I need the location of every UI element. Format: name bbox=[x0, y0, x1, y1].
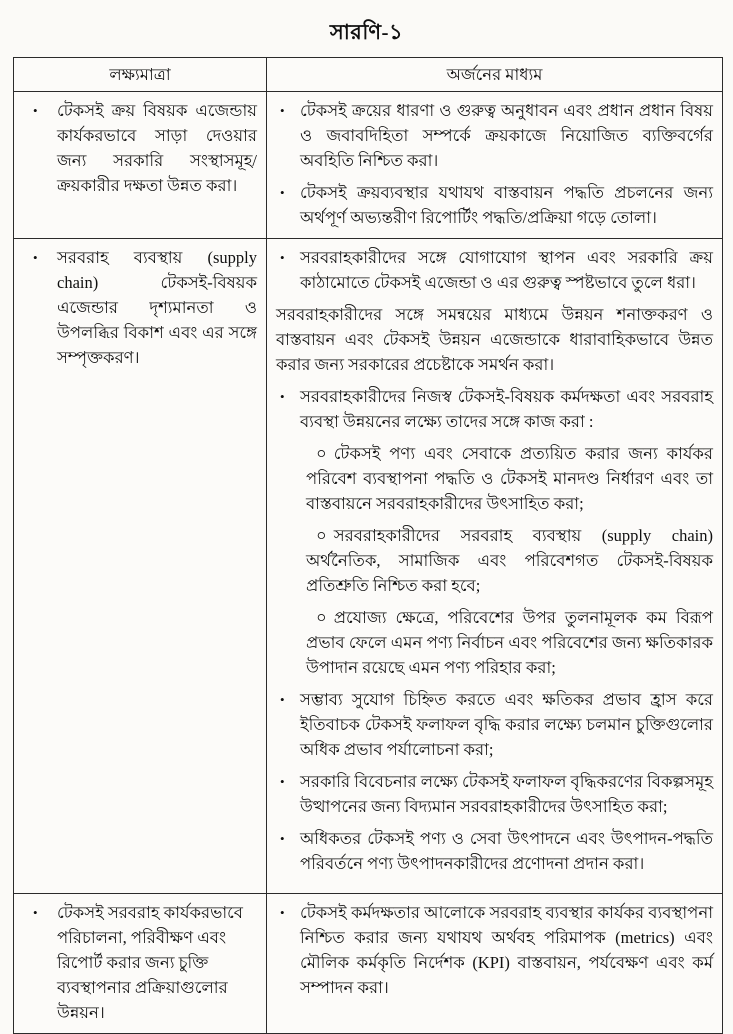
column-header-targets: লক্ষ্যমাত্রা bbox=[14, 58, 267, 92]
bullet-icon: • bbox=[280, 905, 285, 920]
target-text: সরবরাহ ব্যবস্থায় (supply chain) টেকসই-বিষয়ক এজেন্ডার দৃশ্যমানতা ও উপলব্ধির বিকাশ এবং এর সঙ্গে সম্পৃক্তকরণ। bbox=[57, 248, 257, 367]
bullet-icon: • bbox=[280, 774, 285, 789]
sub-bullet-item bbox=[306, 441, 713, 516]
paragraph-item bbox=[276, 302, 713, 377]
means-text: টেকসই ক্রয়ব্যবস্থার যথাযথ বাস্তবায়ন পদ্ধতি প্রচলনের জন্য অর্থপূর্ণ অভ্যন্তরীণ রিপোর্টিং পদ্ধতি/প্রক্রিয়া গড়ে তোলা। bbox=[300, 183, 713, 227]
target-text: টেকসই ক্রয় বিষয়ক এজেন্ডায় কার্যকরভাবে সাড়া দেওয়ার জন্য সরকারি সংস্থাসমূহ/ক্রয়কারীর দক্ষতা উন্নত করা। bbox=[57, 101, 257, 195]
bullet-item bbox=[276, 98, 713, 173]
means-text: সরবরাহকারীদের সরবরাহ ব্যবস্থায় (supply chain) অর্থনৈতিক, সামাজিক এবং পরিবেশগত টেকসই-বিষয়ক প্রতিশ্রুতি নিশ্চিত করা হবে; bbox=[306, 526, 713, 595]
bullet-icon: • bbox=[33, 103, 38, 118]
sub-bullet-icon: ০ bbox=[316, 444, 327, 463]
means-text: সরবরাহকারীদের নিজস্ব টেকসই-বিষয়ক কর্মদক্ষতা এবং সরবরাহ ব্যবস্থা উন্নয়নের লক্ষ্যে তাদের সঙ্গে কাজ করা : bbox=[300, 387, 713, 431]
bullet-icon: • bbox=[280, 389, 285, 404]
table-row bbox=[14, 92, 723, 239]
sub-bullet-item bbox=[306, 605, 713, 680]
target-cell-1 bbox=[14, 92, 267, 239]
means-text: সম্ভাব্য সুযোগ চিহ্নিত করতে এবং ক্ষতিকর প্রভাব হ্রাস করে ইতিবাচক টেকসই ফলাফল বৃদ্ধি করার লক্ষ্যে চলমান চুক্তিগুলোর অধিক প্রভাব পর্যালোচনা করা; bbox=[300, 690, 713, 759]
bullet-item bbox=[23, 98, 257, 198]
bullet-icon: • bbox=[33, 905, 38, 920]
means-cell-2 bbox=[267, 239, 723, 894]
bullet-item bbox=[23, 245, 257, 370]
sub-bullet-item bbox=[306, 523, 713, 598]
table-row bbox=[14, 894, 723, 1034]
bullet-item bbox=[276, 180, 713, 230]
bullet-item bbox=[276, 900, 713, 1000]
target-cell-3 bbox=[14, 894, 267, 1034]
bullet-icon: • bbox=[280, 831, 285, 846]
means-text: টেকসই ক্রয়ের ধারণা ও গুরুত্ব অনুধাবন এবং প্রধান প্রধান বিষয় ও জবাবদিহিতা সম্পর্কে ক্রয়কাজে নিয়োজিত ব্যক্তিবর্গের অবহিতি নিশ্চিত করা। bbox=[300, 101, 713, 170]
bullet-item bbox=[276, 826, 713, 876]
column-header-means: অর্জনের মাধ্যম bbox=[267, 58, 723, 92]
targets-means-table bbox=[13, 57, 723, 1034]
bullet-item bbox=[23, 900, 257, 1025]
means-text: সরকারি বিবেচনার লক্ষ্যে টেকসই ফলাফল বৃদ্ধিকরণের বিকল্পসমূহ উত্থাপনের জন্য বিদ্যমান সরবরাহকারীদের উৎসাহিত করা; bbox=[300, 772, 713, 816]
means-text: টেকসই পণ্য এবং সেবাকে প্রত্যয়িত করার জন্য কার্যকর পরিবেশ ব্যবস্থাপনা পদ্ধতি ও টেকসই মানদণ্ড নির্ধারণ এবং তা বাস্তবায়নে সরবরাহকারীদের উৎসাহিত করা; bbox=[306, 444, 713, 513]
bullet-icon: • bbox=[280, 103, 285, 118]
bullet-item bbox=[276, 245, 713, 295]
page-title: সারণি-১ bbox=[329, 20, 404, 44]
means-cell-1 bbox=[267, 92, 723, 239]
means-text: সরবরাহকারীদের সঙ্গে সমন্বয়ের মাধ্যমে উন্নয়ন শনাক্তকরণ ও বাস্তবায়ন এবং টেকসই উন্নয়ন এজেন্ডাকে ধারাবাহিকভাবে উন্নত করার জন্য সরকারের প্রচেষ্টাকে সমর্থন করা। bbox=[276, 305, 713, 374]
bullet-icon: • bbox=[280, 250, 285, 265]
bullet-icon: • bbox=[280, 692, 285, 707]
means-text: অধিকতর টেকসই পণ্য ও সেবা উৎপাদনে এবং উৎপাদন-পদ্ধতি পরিবর্তনে পণ্য উৎপাদনকারীদের প্রণোদনা প্রদান করা। bbox=[300, 829, 713, 873]
table-header-row bbox=[14, 58, 723, 92]
means-text: টেকসই কর্মদক্ষতার আলোকে সরবরাহ ব্যবস্থার কার্যকর ব্যবস্থাপনা নিশ্চিত করার জন্য যথাযথ অর্থবহ পরিমাপক (metrics) এবং মৌলিক কর্মকৃতি নির্দেশক (KPI) বাস্তবায়ন, পর্যবেক্ষণ এবং কর্ম সম্পাদন করা। bbox=[300, 903, 713, 997]
bullet-item bbox=[276, 769, 713, 819]
table-row bbox=[14, 239, 723, 894]
bullet-item bbox=[276, 384, 713, 434]
means-cell-3 bbox=[267, 894, 723, 1034]
bullet-item bbox=[276, 687, 713, 762]
means-text: প্রযোজ্য ক্ষেত্রে, পরিবেশের উপর তুলনামূলক কম বিরূপ প্রভাব ফেলে এমন পণ্য নির্বাচন এবং পরিবেশের জন্য ক্ষতিকারক উপাদান রয়েছে এমন পণ্য পরিহার করা; bbox=[306, 608, 713, 677]
target-cell-2 bbox=[14, 239, 267, 894]
bullet-icon: • bbox=[280, 185, 285, 200]
means-text: সরবরাহকারীদের সঙ্গে যোগাযোগ স্থাপন এবং সরকারি ক্রয় কাঠামোতে টেকসই এজেন্ডা ও এর গুরুত্ব স্পষ্টভাবে তুলে ধরা। bbox=[300, 248, 713, 292]
target-text: টেকসই সরবরাহ কার্যকরভাবে পরিচালনা, পরিবীক্ষণ এবং রিপোর্ট করার জন্য চুক্তি ব্যবস্থাপনার প্রক্রিয়াগুলোর উন্নয়ন। bbox=[57, 903, 243, 1022]
table-container bbox=[13, 57, 722, 1034]
sub-bullet-icon: ০ bbox=[316, 526, 327, 545]
sub-bullet-icon: ০ bbox=[316, 608, 327, 627]
bullet-icon: • bbox=[33, 250, 38, 265]
